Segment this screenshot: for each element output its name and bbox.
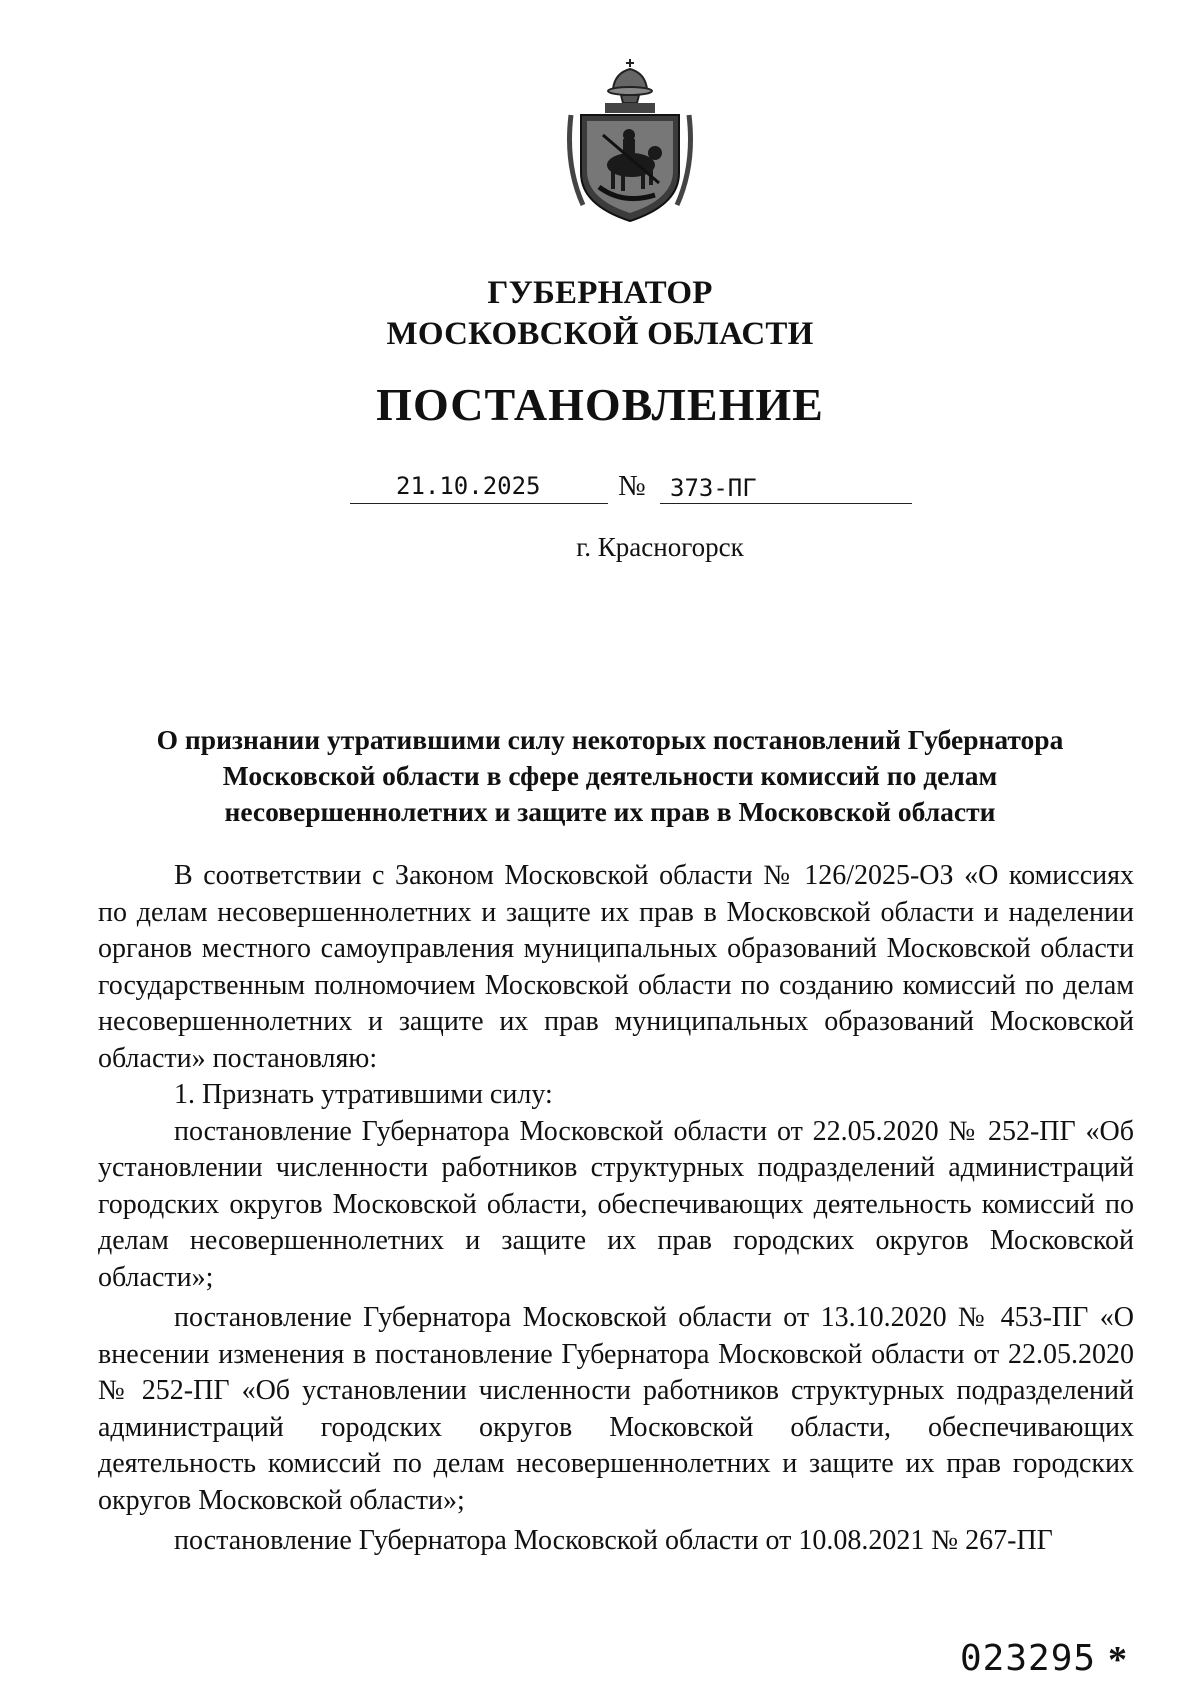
date-number-line [0, 470, 1200, 510]
authority-line-1: ГУБЕРНАТОР [487, 275, 713, 311]
repealed-item-1: постановление Губернатора Московской области от 22.05.2020 № 252-ПГ «Об установлении численности работников структурных подразделений администраций городских округов Московской области, обеспечивающих деятельность комиссий по делам несовершеннолетних и защите их прав городских округов Московской области»; [98, 1115, 1134, 1293]
document-subject [150, 722, 1070, 830]
repealed-item-3: постановление Губернатора Московской области от 10.08.2021 № 267-ПГ [174, 1525, 1053, 1556]
moscow-oblast-coat-of-arms-icon [563, 55, 697, 227]
number-underline [660, 503, 912, 504]
subject-line-3: несовершеннолетних и защите их прав в Московской области [224, 796, 996, 827]
serial-mark: * [1108, 1639, 1127, 1681]
document-date: 21.10.2025 [396, 472, 541, 500]
document-type-heading: ПОСТАНОВЛЕНИЕ [376, 379, 824, 430]
document-body [98, 858, 1134, 1560]
form-serial-number: 023295 [960, 1638, 1097, 1679]
date-underline [350, 503, 608, 504]
point-1-paragraph: 1. Признать утратившими силу: [174, 1079, 553, 1110]
document-number: 373-ПГ [670, 474, 757, 502]
issue-city: г. Красногорск [576, 532, 744, 562]
authority-line-2: МОСКОВСКОЙ ОБЛАСТИ [386, 316, 814, 352]
subject-line-1: О признании утратившими силу некоторых постановлений Губернатора [156, 724, 1064, 755]
preamble-paragraph: В соответствии с Законом Московской области № 126/2025-ОЗ «О комиссиях по делам несовершеннолетних и защите их прав в Московской области и наделении органов местного самоуправления муниципальных образований Московской области государственным полномочием Московской области по созданию комиссий по делам несовершеннолетних и защите их прав муниципальных образований Московской области» постановляю: [98, 860, 1134, 1074]
repealed-item-2: постановление Губернатора Московской области от 13.10.2020 № 453-ПГ «О внесении изменения в постановление Губернатора Московской области от 22.05.2020 № 252-ПГ «Об установлении численности работников структурных подразделений администраций городских округов Московской области, обеспечивающих деятельность комиссий по делам несовершеннолетних и защите их прав городских округов Московской области»; [98, 1302, 1134, 1516]
subject-line-2: Московской области в сфере деятельности комиссий по делам [222, 760, 998, 791]
number-sign: № [618, 470, 646, 502]
